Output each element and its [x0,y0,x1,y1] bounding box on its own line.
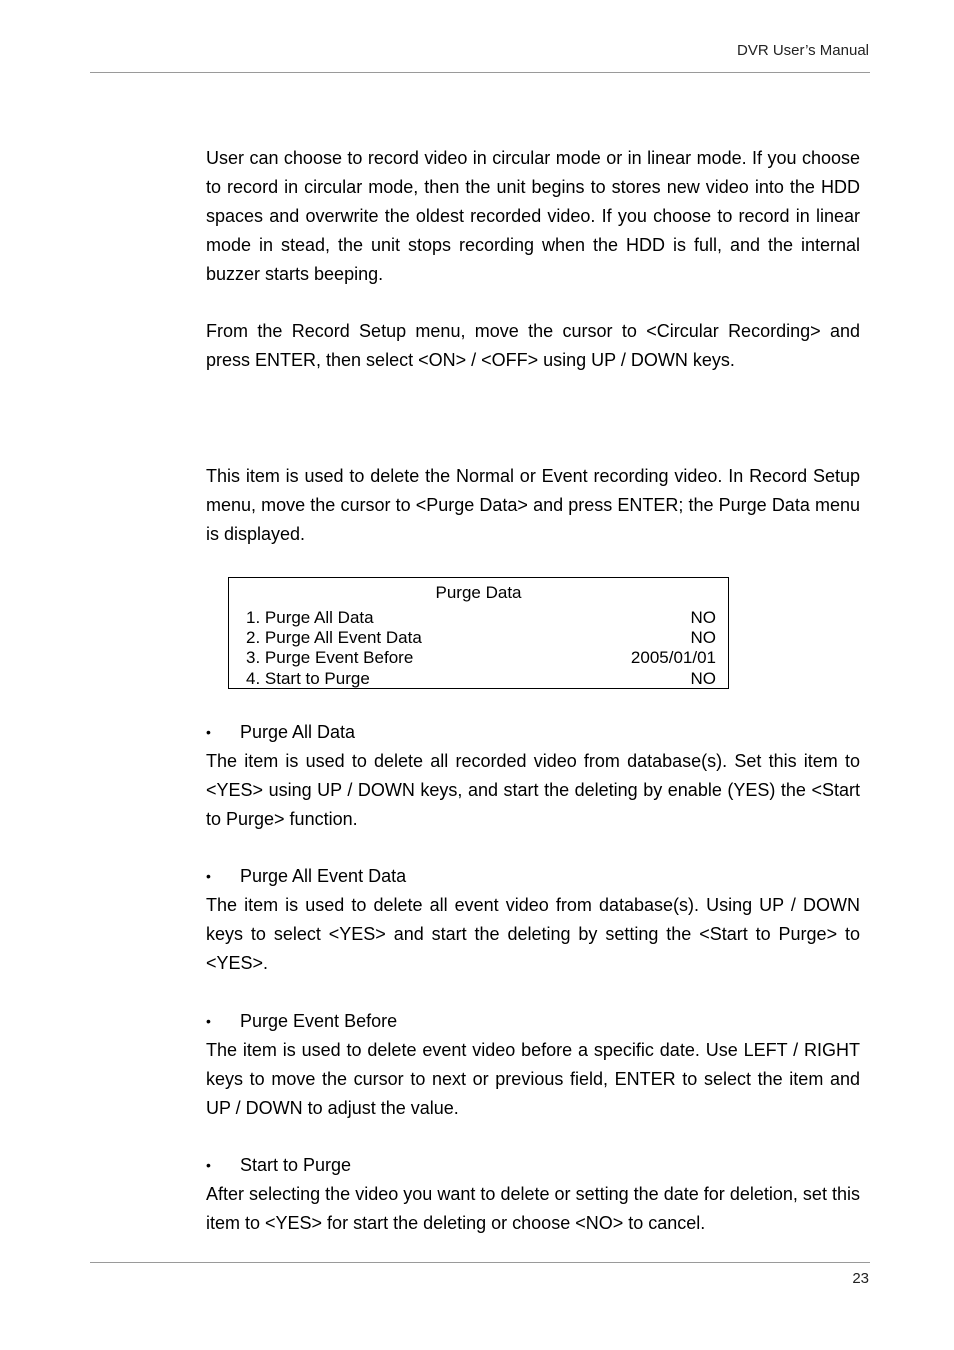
bullet-icon: • [206,724,211,740]
menu-row-value: NO [690,628,716,647]
bullet-title: Purge Event Before [240,1011,398,1031]
section-body: After selecting the video you want to delete or setting the date for deletion, set this item to <YES> for start the deleting or choose <NO> to cancel. [206,1184,860,1233]
menu-row-label: 2. Purge All Event Data [246,628,422,647]
circular-recording-instructions: From the Record Setup menu, move the cursor to <Circular Recording> and press ENTER, then select <ON> / <OFF> using UP / DOWN keys. [206,321,860,370]
bullet-title: Purge All Event Data [240,866,407,886]
menu-title: Purge Data [435,583,522,602]
menu-row-purge-all-data [246,608,716,628]
section-start-to-purge [206,1151,860,1238]
bullet-heading [206,862,860,891]
menu-row-purge-all-event-data [246,628,716,648]
menu-row-label: 4. Start to Purge [246,669,370,688]
bullet-title: Purge All Data [240,722,356,742]
bullet-icon: • [206,1013,211,1029]
menu-row-value: NO [690,608,716,627]
purge-data-intro: This item is used to delete the Normal or Event recording video. In Record Setup menu, move the cursor to <Purge Data> and press ENTER; the Purge Data menu is displayed. [206,466,860,544]
menu-row-value: 2005/01/01 [630,648,716,667]
bullet-heading [206,1151,860,1180]
bullet-icon: • [206,1157,211,1173]
menu-row-label: 1. Purge All Data [246,608,374,627]
page-number: 23 [852,1270,869,1287]
bullet-title: Start to Purge [240,1155,352,1175]
section-purge-event-before [206,1007,860,1123]
section-body: The item is used to delete event video before a specific date. Use LEFT / RIGHT keys to move the cursor to next or previous field, ENTER to select the item and UP / DOWN to adjust the value. [206,1040,860,1118]
header-divider [90,72,870,73]
purge-data-menu [228,577,729,689]
bullet-heading [206,1007,860,1036]
section-body: The item is used to delete all recorded video from database(s). Set this item to <YES> using UP / DOWN keys, and start the deleting by enable (YES) the <Start to Purge> function. [206,751,860,829]
menu-row-value: NO [690,669,716,688]
menu-row-label: 3. Purge Event Before [246,648,414,667]
footer-divider [90,1262,870,1263]
bullet-icon: • [206,868,211,884]
section-body: The item is used to delete all event video from database(s). Using UP / DOWN keys to select <YES> and start the deleting by setting the <Start to Purge> to <YES>. [206,895,860,973]
section-purge-all-event-data [206,862,860,978]
bullet-heading [206,718,860,747]
circular-recording-paragraph: User can choose to record video in circular mode or in linear mode. If you choose to record in circular mode, then the unit begins to stores new video into the HDD spaces and overwrite the oldest recorded video. If you choose to record in linear mode in stead, the unit stops recording when the HDD is full, and the internal buzzer starts beeping. [206,148,860,284]
running-header: DVR User’s Manual [737,42,869,59]
section-purge-all-data [206,718,860,834]
menu-row-purge-event-before [246,648,716,668]
menu-row-start-to-purge [246,669,716,689]
